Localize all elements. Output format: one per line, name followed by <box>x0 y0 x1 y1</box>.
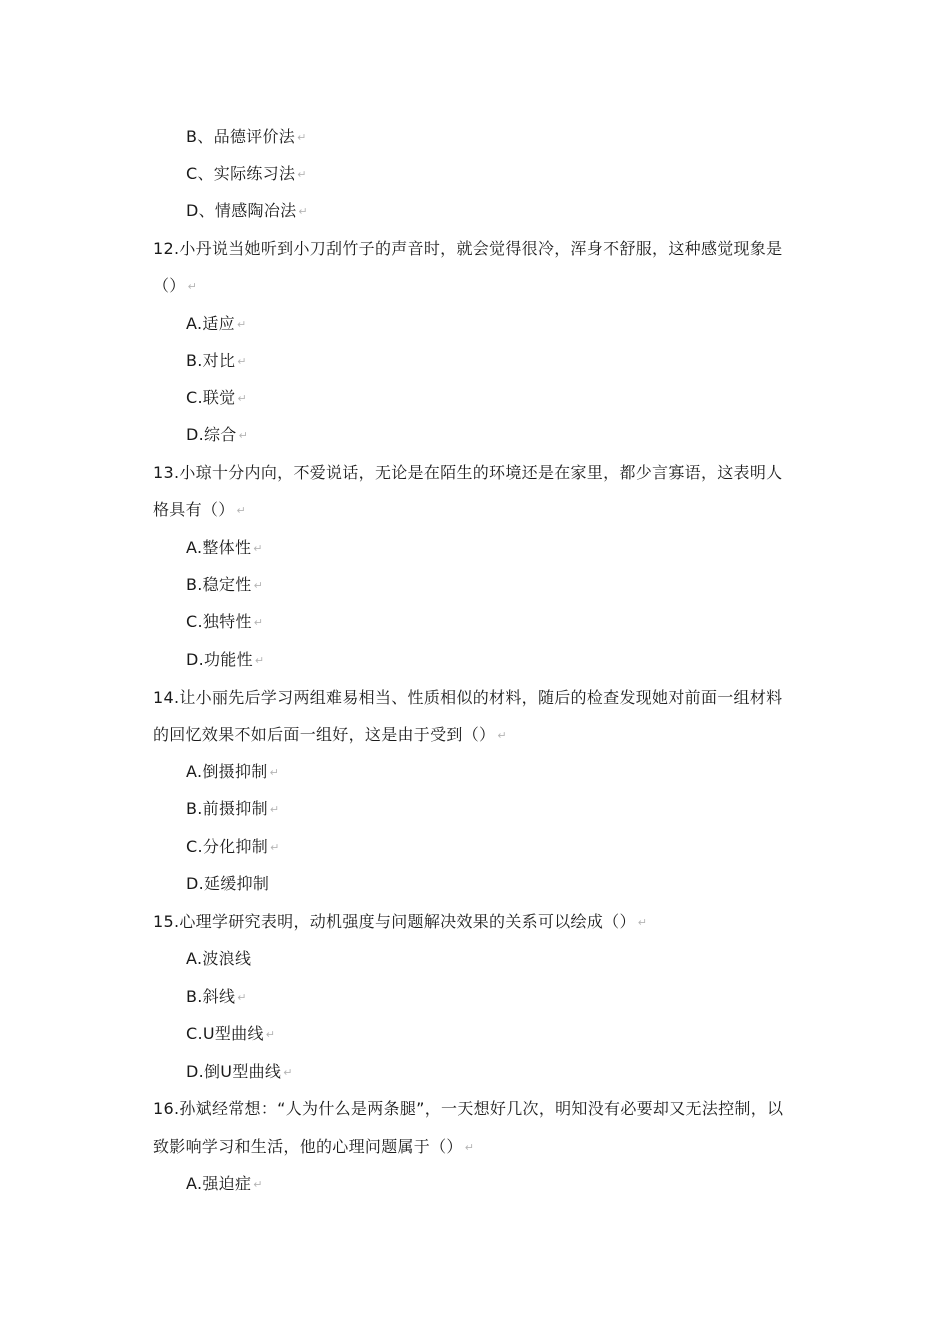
line-text: C.独特性 <box>186 612 252 631</box>
option-line <box>186 126 307 149</box>
line-text: A.倒摄抑制 <box>186 762 268 781</box>
paragraph-mark-icon: ↵ <box>253 616 264 629</box>
option-line <box>186 574 263 597</box>
paragraph-mark-icon: ↵ <box>265 1028 276 1041</box>
line-text: D.倒U型曲线 <box>186 1062 282 1081</box>
question-line <box>153 499 246 522</box>
paragraph-mark-icon: ↵ <box>464 1141 475 1154</box>
line-text: D.延缓抑制 <box>186 874 270 893</box>
line-text: A.波浪线 <box>186 949 252 968</box>
line-text: 14.让小丽先后学习两组难易相当、性质相似的材料，随后的检查发现她对前面一组材料 <box>153 688 783 707</box>
paragraph-mark-icon: ↵ <box>237 991 247 1004</box>
line-text: 16.孙斌经常想：“人为什么是两条腿”，一天想好几次，明知没有必要却又无法控制，以 <box>153 1099 784 1118</box>
paragraph-mark-icon: ↵ <box>270 841 280 854</box>
line-text: B.前摄抑制 <box>186 799 268 818</box>
option-line <box>186 424 248 447</box>
line-text: C.分化抑制 <box>186 837 269 856</box>
option-line <box>186 537 263 560</box>
option-line <box>186 986 247 1009</box>
paragraph-mark-icon: ↵ <box>497 729 507 742</box>
paragraph-mark-icon: ↵ <box>238 429 249 442</box>
line-text: B.对比 <box>186 351 236 370</box>
line-text: D.综合 <box>186 425 237 444</box>
question-line <box>153 724 507 747</box>
paragraph-mark-icon: ↵ <box>637 916 648 929</box>
paragraph-mark-icon: ↵ <box>269 766 280 779</box>
paragraph-mark-icon: ↵ <box>236 318 247 331</box>
paragraph-mark-icon: ↵ <box>297 168 307 181</box>
paragraph-mark-icon: ↵ <box>253 579 264 592</box>
question-line <box>153 462 782 484</box>
paragraph-mark-icon: ↵ <box>237 355 247 368</box>
question-line <box>153 238 782 260</box>
paragraph-mark-icon: ↵ <box>297 131 307 144</box>
line-text: 13.小琼十分内向，不爱说话，无论是在陌生的环境还是在家里，都少言寡语，这表明人 <box>153 463 783 482</box>
option-line <box>186 836 280 859</box>
question-line <box>153 1098 783 1120</box>
question-line <box>153 275 197 298</box>
line-text: 格具有（） <box>153 500 235 519</box>
option-line <box>186 873 269 895</box>
paragraph-mark-icon: ↵ <box>254 654 265 667</box>
line-text: B、品德评价法 <box>186 127 296 146</box>
line-text: 15.心理学研究表明，动机强度与问题解决效果的关系可以绘成（） <box>153 912 636 931</box>
option-line <box>186 1061 293 1084</box>
paragraph-mark-icon: ↵ <box>253 1178 263 1191</box>
question-line <box>153 1136 474 1159</box>
option-line <box>186 200 308 223</box>
paragraph-mark-icon: ↵ <box>283 1066 293 1079</box>
option-line <box>186 1023 275 1046</box>
line-text: B.稳定性 <box>186 575 252 594</box>
line-text: 的回忆效果不如后面一组好，这是由于受到（） <box>153 725 496 744</box>
option-line <box>186 387 247 410</box>
question-line <box>153 911 647 934</box>
option-line <box>186 649 264 672</box>
line-text: C、实际练习法 <box>186 164 296 183</box>
option-line <box>186 313 246 336</box>
paragraph-mark-icon: ↵ <box>236 504 247 517</box>
line-text: B.斜线 <box>186 987 236 1006</box>
paragraph-mark-icon: ↵ <box>298 205 308 218</box>
line-text: A.整体性 <box>186 538 252 557</box>
line-text: 12.小丹说当她听到小刀刮竹子的声音时，就会觉得很冷，浑身不舒服，这种感觉现象是 <box>153 239 783 258</box>
paragraph-mark-icon: ↵ <box>237 392 247 405</box>
line-text: （） <box>153 276 186 295</box>
paragraph-mark-icon: ↵ <box>269 803 280 816</box>
option-line <box>186 1173 263 1196</box>
question-line <box>153 687 782 709</box>
option-line <box>186 948 251 970</box>
line-text: D.功能性 <box>186 650 253 669</box>
line-text: C.U型曲线 <box>186 1024 264 1043</box>
line-text: D、情感陶冶法 <box>186 201 297 220</box>
option-line <box>186 350 247 373</box>
line-text: A.强迫症 <box>186 1174 252 1193</box>
line-text: C.联觉 <box>186 388 236 407</box>
option-line <box>186 163 307 186</box>
line-text: A.适应 <box>186 314 235 333</box>
line-text: 致影响学习和生活，他的心理问题属于（） <box>153 1137 463 1156</box>
paragraph-mark-icon: ↵ <box>253 542 263 555</box>
option-line <box>186 761 279 784</box>
option-line <box>186 611 263 634</box>
paragraph-mark-icon: ↵ <box>187 280 198 293</box>
option-line <box>186 798 279 821</box>
